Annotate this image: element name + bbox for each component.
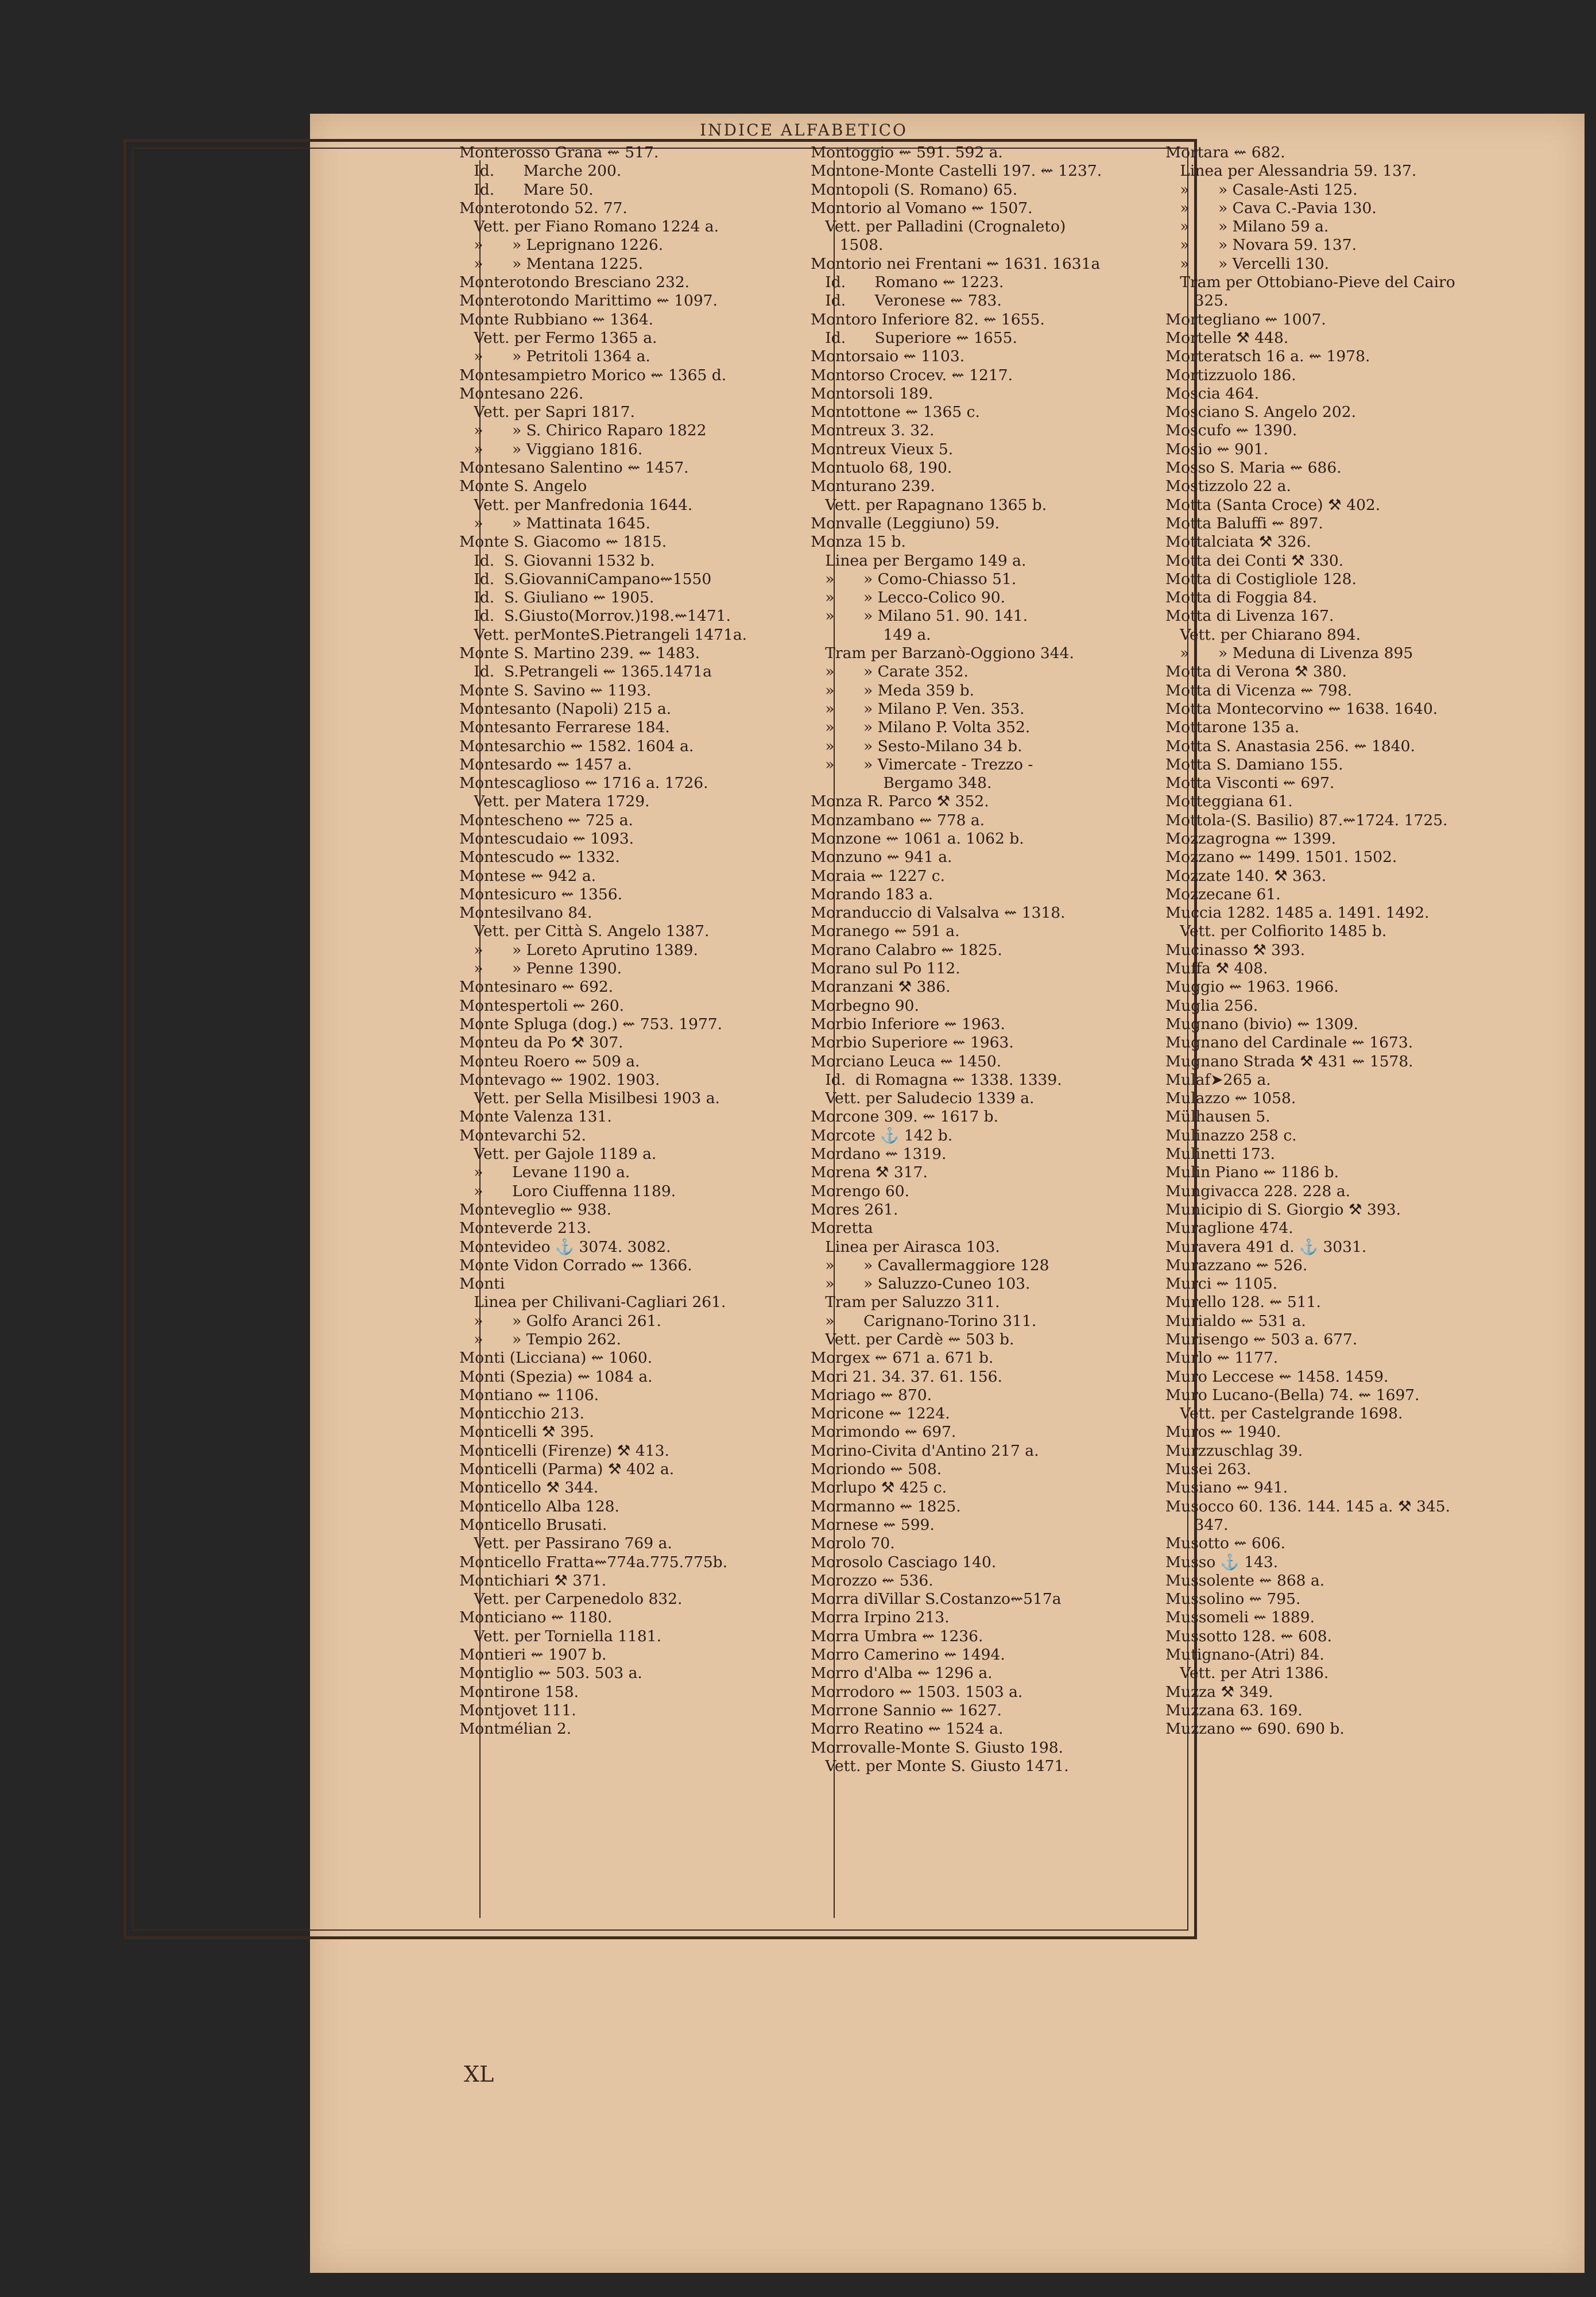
index-entry: » » Saluzzo-Cuneo 103. <box>811 1275 1031 1293</box>
index-entry: Mülhausen 5. <box>1165 1108 1270 1126</box>
index-entry: Moranego ⇜ 591 a. <box>811 922 960 941</box>
index-entry: Montevarchi 52. <box>459 1126 586 1144</box>
index-entry: Vett. per Torniella 1181. <box>459 1627 662 1645</box>
index-entry: Muzzana 63. 169. <box>1165 1701 1303 1719</box>
index-entry: » » Meda 359 b. <box>811 681 975 699</box>
index-entry: Morbio Superiore ⇜ 1963. <box>811 1034 1014 1052</box>
index-entry: Id. S. Giovanni 1532 b. <box>459 551 655 570</box>
index-entry: Mottalciata ⚒ 326. <box>1165 533 1311 551</box>
index-entry: Montoggio ⇜ 591. 592 a. <box>811 144 1003 161</box>
index-column-1 <box>459 144 747 1739</box>
index-entry: Monteverde 213. <box>459 1219 591 1238</box>
index-entry: Muccia 1282. 1485 a. 1491. 1492. <box>1165 904 1430 922</box>
index-entry: Mozzecane 61. <box>1165 885 1281 903</box>
index-entry: Morino-Civita d'Antino 217 a. <box>811 1441 1039 1460</box>
index-entry: Montesardo ⇜ 1457 a. <box>459 755 632 774</box>
index-entry: Monteu da Po ⚒ 307. <box>459 1034 623 1052</box>
index-entry: Monza 15 b. <box>811 533 906 551</box>
index-entry: Montorio al Vomano ⇜ 1507. <box>811 199 1033 217</box>
index-entry: Mortizzuolo 186. <box>1165 366 1296 384</box>
index-entry: Moscufo ⇜ 1390. <box>1165 421 1297 440</box>
index-entry: Mordano ⇜ 1319. <box>811 1145 947 1163</box>
index-entry: Vett. per Passirano 769 a. <box>459 1534 672 1553</box>
index-entry: Montuolo 68, 190. <box>811 459 952 477</box>
index-entry: » » Petritoli 1364 a. <box>459 347 650 366</box>
index-entry: Montesarchio ⇜ 1582. 1604 a. <box>459 737 694 755</box>
index-entry: Murisengo ⇜ 503 a. 677. <box>1165 1331 1358 1348</box>
index-entry: Morcone 309. ⇜ 1617 b. <box>811 1108 999 1126</box>
index-entry: Montesano Salentino ⇜ 1457. <box>459 459 689 477</box>
index-entry: Montesano 226. <box>459 384 584 403</box>
index-entry: Montesampietro Morico ⇜ 1365 d. <box>459 366 727 384</box>
index-entry: Morena ⚒ 317. <box>811 1163 928 1182</box>
index-entry: Vett. per Saludecio 1339 a. <box>811 1089 1035 1108</box>
index-entry: Vett. per Fermo 1365 a. <box>459 328 657 347</box>
index-entry: Montreux Vieux 5. <box>811 440 954 458</box>
index-entry: Muros ⇜ 1940. <box>1165 1423 1281 1441</box>
index-entry: Linea per Chilivani-Cagliari 261. <box>459 1293 726 1312</box>
index-entry: Id. Mare 50. <box>459 180 594 199</box>
index-entry: Vett. per Sapri 1817. <box>459 403 635 421</box>
index-entry: Monzuno ⇜ 941 a. <box>811 848 952 867</box>
index-entry: Murlo ⇜ 1177. <box>1165 1349 1279 1367</box>
index-entry: Montiglio ⇜ 503. 503 a. <box>459 1664 642 1683</box>
index-entry: » » Loreto Aprutino 1389. <box>459 941 698 959</box>
index-entry: Muzza ⚒ 349. <box>1165 1683 1273 1701</box>
index-entry: Monti (Spezia) ⇜ 1084 a. <box>459 1367 653 1386</box>
index-entry: Linea per Bergamo 149 a. <box>811 551 1026 570</box>
index-entry: Montesicuro ⇜ 1356. <box>459 885 623 903</box>
index-entry: Vett. per Colfiorito 1485 b. <box>1165 922 1387 941</box>
index-entry: Mosso S. Maria ⇜ 686. <box>1165 459 1342 477</box>
index-entry: Montoro Inferiore 82. ⇜ 1655. <box>811 310 1045 328</box>
index-entry: Muzzano ⇜ 690. 690 b. <box>1165 1720 1345 1738</box>
index-entry: Id. Romano ⇜ 1223. <box>811 273 1004 292</box>
index-entry: Morengo 60. <box>811 1182 909 1200</box>
index-entry: » Loro Ciuffenna 1189. <box>459 1182 676 1200</box>
index-entry: Montescudo ⇜ 1332. <box>459 848 620 867</box>
index-entry: Montorsaio ⇜ 1103. <box>811 347 965 366</box>
index-entry: Vett. per Atri 1386. <box>1165 1664 1329 1683</box>
index-entry: » » Mentana 1225. <box>459 254 644 273</box>
index-entry: Musocco 60. 136. 144. 145 a. ⚒ 345. <box>1165 1497 1451 1515</box>
index-entry: » » Penne 1390. <box>459 960 622 978</box>
index-entry: Monte Valenza 131. <box>459 1108 612 1126</box>
index-entry: Moraia ⇜ 1227 c. <box>811 867 946 885</box>
index-entry: Montichiari ⚒ 371. <box>459 1571 607 1590</box>
index-entry: Morimondo ⇜ 697. <box>811 1423 956 1441</box>
index-entry: Motta di Foggia 84. <box>1165 589 1318 607</box>
page-header: INDICE ALFABETICO <box>700 121 908 140</box>
index-entry: Morra diVillar S.Costanzo⇜517a <box>811 1590 1062 1608</box>
index-entry: 1508. <box>811 236 884 254</box>
index-entry: Morra Umbra ⇜ 1236. <box>811 1627 983 1645</box>
index-entry: Vett. per Monte S. Giusto 1471. <box>811 1757 1069 1775</box>
index-entry: Moriago ⇜ 870. <box>811 1386 932 1404</box>
index-entry: » » Milano 51. 90. 141. <box>811 607 1028 625</box>
index-entry: Morolo 70. <box>811 1534 895 1553</box>
index-entry: Mulin Piano ⇜ 1186 b. <box>1165 1163 1339 1182</box>
index-entry: » » Milano P. Volta 352. <box>811 718 1031 737</box>
index-entry: Monticello ⚒ 344. <box>459 1479 599 1497</box>
index-entry: » » Viggiano 1816. <box>459 440 643 458</box>
index-entry: Mosciano S. Angelo 202. <box>1165 403 1357 421</box>
index-entry: Mortelle ⚒ 448. <box>1165 328 1289 347</box>
index-entry: Id. S. Giuliano ⇜ 1905. <box>459 589 654 607</box>
index-entry: Monte Rubbiano ⇜ 1364. <box>459 310 654 328</box>
index-entry: Moricone ⇜ 1224. <box>811 1405 950 1423</box>
index-entry: Morrovalle-Monte S. Giusto 198. <box>811 1738 1064 1757</box>
index-entry: Morteratsch 16 a. ⇜ 1978. <box>1165 347 1370 366</box>
index-entry: Montespertoli ⇜ 260. <box>459 996 625 1015</box>
index-entry: Monticiano ⇜ 1180. <box>459 1608 613 1627</box>
index-entry: Mulaf➤265 a. <box>1165 1070 1271 1089</box>
index-entry: Morano sul Po 112. <box>811 960 960 978</box>
index-entry: Vett. per Matera 1729. <box>459 792 650 811</box>
index-entry: 347. <box>1165 1515 1229 1534</box>
index-entry: Muggio ⇜ 1963. 1966. <box>1165 978 1339 996</box>
index-entry: Motta di Vicenza ⇜ 798. <box>1165 681 1353 699</box>
index-entry: Montorio nei Frentani ⇜ 1631. 1631a <box>811 254 1101 273</box>
index-entry: Motta dei Conti ⚒ 330. <box>1165 551 1344 570</box>
index-entry: Montone-Monte Castelli 197. ⇜ 1237. <box>811 162 1102 180</box>
index-entry: Tram per Ottobiano-Pieve del Cairo <box>1165 273 1455 292</box>
index-entry: Vett. per Fiano Romano 1224 a. <box>459 218 719 236</box>
index-entry: Id. S.Petrangeli ⇜ 1365.1471a <box>459 663 712 681</box>
index-entry: Morrone Sannio ⇜ 1627. <box>811 1701 1002 1719</box>
index-entry: Morozzo ⇜ 536. <box>811 1571 933 1590</box>
index-entry: Monterotondo Bresciano 232. <box>459 273 690 292</box>
index-entry: Vett. per Carpenedolo 832. <box>459 1590 683 1608</box>
index-entry: Morra Irpino 213. <box>811 1608 950 1627</box>
index-entry: Monte S. Angelo <box>459 477 587 496</box>
index-entry: » » Cava C.-Pavia 130. <box>1165 199 1377 217</box>
index-entry: Montesanto Ferrarese 184. <box>459 718 670 737</box>
index-entry: Montiano ⇜ 1106. <box>459 1386 599 1404</box>
index-entry: Moretta <box>811 1219 873 1238</box>
index-entry: Mozzate 140. ⚒ 363. <box>1165 867 1327 885</box>
index-entry: Mozzagrogna ⇜ 1399. <box>1165 829 1337 848</box>
index-entry: Vett. per Sella Misilbesi 1903 a. <box>459 1089 720 1108</box>
index-entry: Mottola-(S. Basilio) 87.⇜1724. 1725. <box>1165 811 1448 829</box>
index-entry: Monticelli (Parma) ⚒ 402 a. <box>459 1460 675 1479</box>
index-entry: Montorsoli 189. <box>811 384 933 403</box>
index-entry: Mosio ⇜ 901. <box>1165 440 1269 458</box>
index-entry: Murialdo ⇜ 531 a. <box>1165 1312 1306 1330</box>
index-entry: Montorso Crocev. ⇜ 1217. <box>811 366 1013 384</box>
index-entry: Mortara ⇜ 682. <box>1165 144 1285 161</box>
index-entry: Mori 21. 34. 37. 61. 156. <box>811 1367 1002 1386</box>
index-entry: Motta Baluffi ⇜ 897. <box>1165 514 1323 532</box>
index-entry: » » Milano P. Ven. 353. <box>811 699 1025 718</box>
index-entry: Monterotondo Marittimo ⇜ 1097. <box>459 292 718 310</box>
index-entry: Morano Calabro ⇜ 1825. <box>811 941 1002 959</box>
index-entry: » » Lecco-Colico 90. <box>811 589 1006 607</box>
index-entry: Mungivacca 228. 228 a. <box>1165 1182 1351 1200</box>
index-entry: » » Meduna di Livenza 895 <box>1165 644 1413 663</box>
index-entry: Monteveglio ⇜ 938. <box>459 1200 612 1219</box>
index-entry: Muro Lucano-(Bella) 74. ⇜ 1697. <box>1165 1386 1420 1404</box>
index-entry: Mulinazzo 258 c. <box>1165 1126 1297 1144</box>
index-entry: Monticello Fratta⇜774a.775.775b. <box>459 1553 728 1571</box>
index-entry: Morrodoro ⇜ 1503. 1503 a. <box>811 1683 1023 1701</box>
index-entry: Monte S. Martino 239. ⇜ 1483. <box>459 644 700 663</box>
index-entry: Morro d'Alba ⇜ 1296 a. <box>811 1664 993 1683</box>
index-entry: Murci ⇜ 1105. <box>1165 1275 1278 1293</box>
index-entry: Municipio di S. Giorgio ⚒ 393. <box>1165 1200 1401 1219</box>
index-entry: Vett. per Chiarano 894. <box>1165 625 1361 644</box>
index-entry: Monti <box>459 1275 505 1293</box>
index-entry: Morbio Inferiore ⇜ 1963. <box>811 1015 1005 1033</box>
index-entry: Murazzano ⇜ 526. <box>1165 1256 1308 1274</box>
index-entry: Monticello Alba 128. <box>459 1497 619 1515</box>
index-entry: Morosolo Casciago 140. <box>811 1553 997 1571</box>
index-entry: » » Golfo Aranci 261. <box>459 1312 661 1330</box>
index-entry: Muraglione 474. <box>1165 1219 1293 1238</box>
index-entry: Bergamo 348. <box>811 774 992 792</box>
index-entry: Mulinetti 173. <box>1165 1145 1276 1163</box>
index-entry: Id. Veronese ⇜ 783. <box>811 292 1002 310</box>
index-entry: Id. Marche 200. <box>459 162 622 180</box>
index-column-3 <box>1165 144 1455 1739</box>
index-entry: Morciano Leuca ⇜ 1450. <box>811 1052 1002 1070</box>
index-entry: Musotto ⇜ 606. <box>1165 1534 1286 1553</box>
index-entry: Moriondo ⇜ 508. <box>811 1460 942 1479</box>
index-entry: Linea per Airasca 103. <box>811 1238 1000 1256</box>
index-entry: Montieri ⇜ 1907 b. <box>459 1646 607 1664</box>
index-entry: Mussotto 128. ⇜ 608. <box>1165 1627 1332 1645</box>
index-entry: Monte S. Savino ⇜ 1193. <box>459 681 652 699</box>
index-entry: 325. <box>1165 292 1229 310</box>
index-entry: Monza R. Parco ⚒ 352. <box>811 792 989 811</box>
index-entry: Monvalle (Leggiuno) 59. <box>811 514 1000 532</box>
index-entry: Vett. per Cardè ⇜ 503 b. <box>811 1331 1014 1348</box>
index-entry: Morcote ⚓ 142 b. <box>811 1126 953 1144</box>
index-entry: Mormanno ⇜ 1825. <box>811 1497 961 1515</box>
index-entry: Vett. perMonteS.Pietrangeli 1471a. <box>459 625 747 644</box>
index-entry: Mores 261. <box>811 1200 898 1219</box>
index-entry: Mugnano (bivio) ⇜ 1309. <box>1165 1015 1358 1033</box>
index-entry: Monterotondo 52. 77. <box>459 199 627 217</box>
index-entry: Vett. per Città S. Angelo 1387. <box>459 922 710 941</box>
index-entry: Muglia 256. <box>1165 996 1258 1015</box>
index-entry: Monte Spluga (dog.) ⇜ 753. 1977. <box>459 1015 723 1033</box>
index-entry: Motteggiana 61. <box>1165 792 1293 811</box>
index-entry: Motta di Verona ⚒ 380. <box>1165 663 1347 681</box>
index-entry: Motta (Santa Croce) ⚒ 402. <box>1165 496 1381 514</box>
index-entry: » » Leprignano 1226. <box>459 236 664 254</box>
index-entry: Morbegno 90. <box>811 996 919 1015</box>
index-entry: Mussolente ⇜ 868 a. <box>1165 1571 1325 1590</box>
index-entry: Montjovet 111. <box>459 1701 576 1719</box>
index-entry: Id. S.Giusto(Morrov.)198.⇜1471. <box>459 607 731 625</box>
index-entry: Monticelli (Firenze) ⚒ 413. <box>459 1441 669 1460</box>
index-entry: Montese ⇜ 942 a. <box>459 867 596 885</box>
index-entry: » » Mattinata 1645. <box>459 514 650 532</box>
index-entry: Monzone ⇜ 1061 a. 1062 b. <box>811 829 1024 848</box>
index-entry: Mugnano del Cardinale ⇜ 1673. <box>1165 1034 1413 1052</box>
index-entry: Monte Vidon Corrado ⇜ 1366. <box>459 1256 692 1274</box>
index-entry: Musiano ⇜ 941. <box>1165 1479 1288 1497</box>
index-entry: Monticello Brusati. <box>459 1515 607 1534</box>
index-entry: » » Como-Chiasso 51. <box>811 570 1017 588</box>
index-entry: Muffa ⚒ 408. <box>1165 960 1268 978</box>
index-entry: Monticchio 213. <box>459 1405 584 1423</box>
index-entry: Mottarone 135 a. <box>1165 718 1300 737</box>
index-entry: » » Carate 352. <box>811 663 969 681</box>
index-entry: Morro Camerino ⇜ 1494. <box>811 1646 1005 1664</box>
index-entry: Vett. per Rapagnano 1365 b. <box>811 496 1047 514</box>
index-entry: Montesanto (Napoli) 215 a. <box>459 699 672 718</box>
index-entry: Mornese ⇜ 599. <box>811 1515 935 1534</box>
index-entry: Tram per Barzanò-Oggiono 344. <box>811 644 1074 663</box>
index-entry: Morlupo ⚒ 425 c. <box>811 1479 947 1497</box>
index-entry: Montevideo ⚓ 3074. 3082. <box>459 1238 671 1256</box>
index-entry: » Carignano-Torino 311. <box>811 1312 1037 1330</box>
index-entry: Montevago ⇜ 1902. 1903. <box>459 1070 660 1089</box>
index-entry: Morro Reatino ⇜ 1524 a. <box>811 1720 1004 1738</box>
index-entry: Monterosso Grana ⇜ 517. <box>459 144 659 161</box>
index-entry: Tram per Saluzzo 311. <box>811 1293 1000 1312</box>
index-entry: Murzzuschlag 39. <box>1165 1441 1303 1460</box>
index-column-2 <box>811 144 1102 1776</box>
index-entry: Montopoli (S. Romano) 65. <box>811 180 1018 199</box>
index-entry: Mostizzolo 22 a. <box>1165 477 1291 496</box>
index-entry: Mozzano ⇜ 1499. 1501. 1502. <box>1165 848 1397 867</box>
index-entry: Montmélian 2. <box>459 1720 572 1738</box>
index-entry: Monzambano ⇜ 778 a. <box>811 811 985 829</box>
index-entry: Montirone 158. <box>459 1683 579 1701</box>
index-entry: Mucinasso ⚒ 393. <box>1165 941 1306 959</box>
index-entry: Mulazzo ⇜ 1058. <box>1165 1089 1296 1108</box>
index-entry: Muro Leccese ⇜ 1458. 1459. <box>1165 1367 1389 1386</box>
index-entry: » » Cavallermaggiore 128 <box>811 1256 1049 1274</box>
index-entry: Morgex ⇜ 671 a. 671 b. <box>811 1349 994 1367</box>
index-entry: 149 a. <box>811 625 931 644</box>
index-entry: Mutignano-(Atri) 84. <box>1165 1646 1324 1664</box>
index-entry: » » Novara 59. 137. <box>1165 236 1357 254</box>
index-entry: Vett. per Gajole 1189 a. <box>459 1145 657 1163</box>
index-entry: Motta di Livenza 167. <box>1165 607 1334 625</box>
index-entry: » » Sesto-Milano 34 b. <box>811 737 1022 755</box>
index-entry: » Levane 1190 a. <box>459 1163 630 1182</box>
index-entry: Muravera 491 d. ⚓ 3031. <box>1165 1238 1367 1256</box>
index-entry: Montesinaro ⇜ 692. <box>459 978 614 996</box>
index-entry: Monteu Roero ⇜ 509 a. <box>459 1052 640 1070</box>
index-entry: » » Tempio 262. <box>459 1331 621 1348</box>
index-entry: Vett. per Palladini (Crognaleto) <box>811 218 1066 236</box>
index-entry: Montescaglioso ⇜ 1716 a. 1726. <box>459 774 708 792</box>
index-entry: Motta di Costigliole 128. <box>1165 570 1357 588</box>
index-entry: Id. S.GiovanniCampano⇜1550 <box>459 570 712 588</box>
index-entry: Motta S. Damiano 155. <box>1165 755 1343 774</box>
index-entry: Moranduccio di Valsalva ⇜ 1318. <box>811 904 1066 922</box>
index-entry: Monturano 239. <box>811 477 935 496</box>
index-entry: Monticelli ⚒ 395. <box>459 1423 594 1441</box>
index-entry: » » S. Chirico Raparo 1822 <box>459 421 707 440</box>
index-entry: Mussomeli ⇜ 1889. <box>1165 1608 1315 1627</box>
page-number: XL <box>464 2062 494 2087</box>
index-entry: Murello 128. ⇜ 511. <box>1165 1293 1321 1312</box>
index-entry: » » Milano 59 a. <box>1165 218 1329 236</box>
index-entry: Linea per Alessandria 59. 137. <box>1165 162 1417 180</box>
index-entry: Montesilvano 84. <box>459 904 592 922</box>
index-entry: Montreux 3. 32. <box>811 421 935 440</box>
index-entry: Montescudaio ⇜ 1093. <box>459 829 634 848</box>
index-entry: Motta Montecorvino ⇜ 1638. 1640. <box>1165 699 1438 718</box>
index-entry: » » Vercelli 130. <box>1165 254 1330 273</box>
index-entry: Morando 183 a. <box>811 885 933 903</box>
index-entry: Id. di Romagna ⇜ 1338. 1339. <box>811 1070 1062 1089</box>
index-entry: Montottone ⇜ 1365 c. <box>811 403 980 421</box>
index-entry: » » Vimercate - Trezzo - <box>811 755 1033 774</box>
index-entry: » » Casale-Asti 125. <box>1165 180 1358 199</box>
index-entry: Moranzani ⚒ 386. <box>811 978 951 996</box>
index-entry: Id. Superiore ⇜ 1655. <box>811 328 1017 347</box>
index-entry: Motta S. Anastasia 256. ⇜ 1840. <box>1165 737 1415 755</box>
index-entry: Musei 263. <box>1165 1460 1252 1479</box>
index-entry: Moscia 464. <box>1165 384 1260 403</box>
index-entry: Mussolino ⇜ 795. <box>1165 1590 1301 1608</box>
index-entry: Vett. per Manfredonia 1644. <box>459 496 693 514</box>
index-entry: Musso ⚓ 143. <box>1165 1553 1279 1571</box>
index-entry: Monti (Licciana) ⇜ 1060. <box>459 1349 653 1367</box>
index-entry: Mortegliano ⇜ 1007. <box>1165 310 1326 328</box>
index-entry: Motta Visconti ⇜ 697. <box>1165 774 1335 792</box>
index-entry: Vett. per Castelgrande 1698. <box>1165 1405 1403 1423</box>
index-entry: Montescheno ⇜ 725 a. <box>459 811 633 829</box>
index-entry: Monte S. Giacomo ⇜ 1815. <box>459 533 667 551</box>
index-entry: Mugnano Strada ⚒ 431 ⇜ 1578. <box>1165 1052 1413 1070</box>
